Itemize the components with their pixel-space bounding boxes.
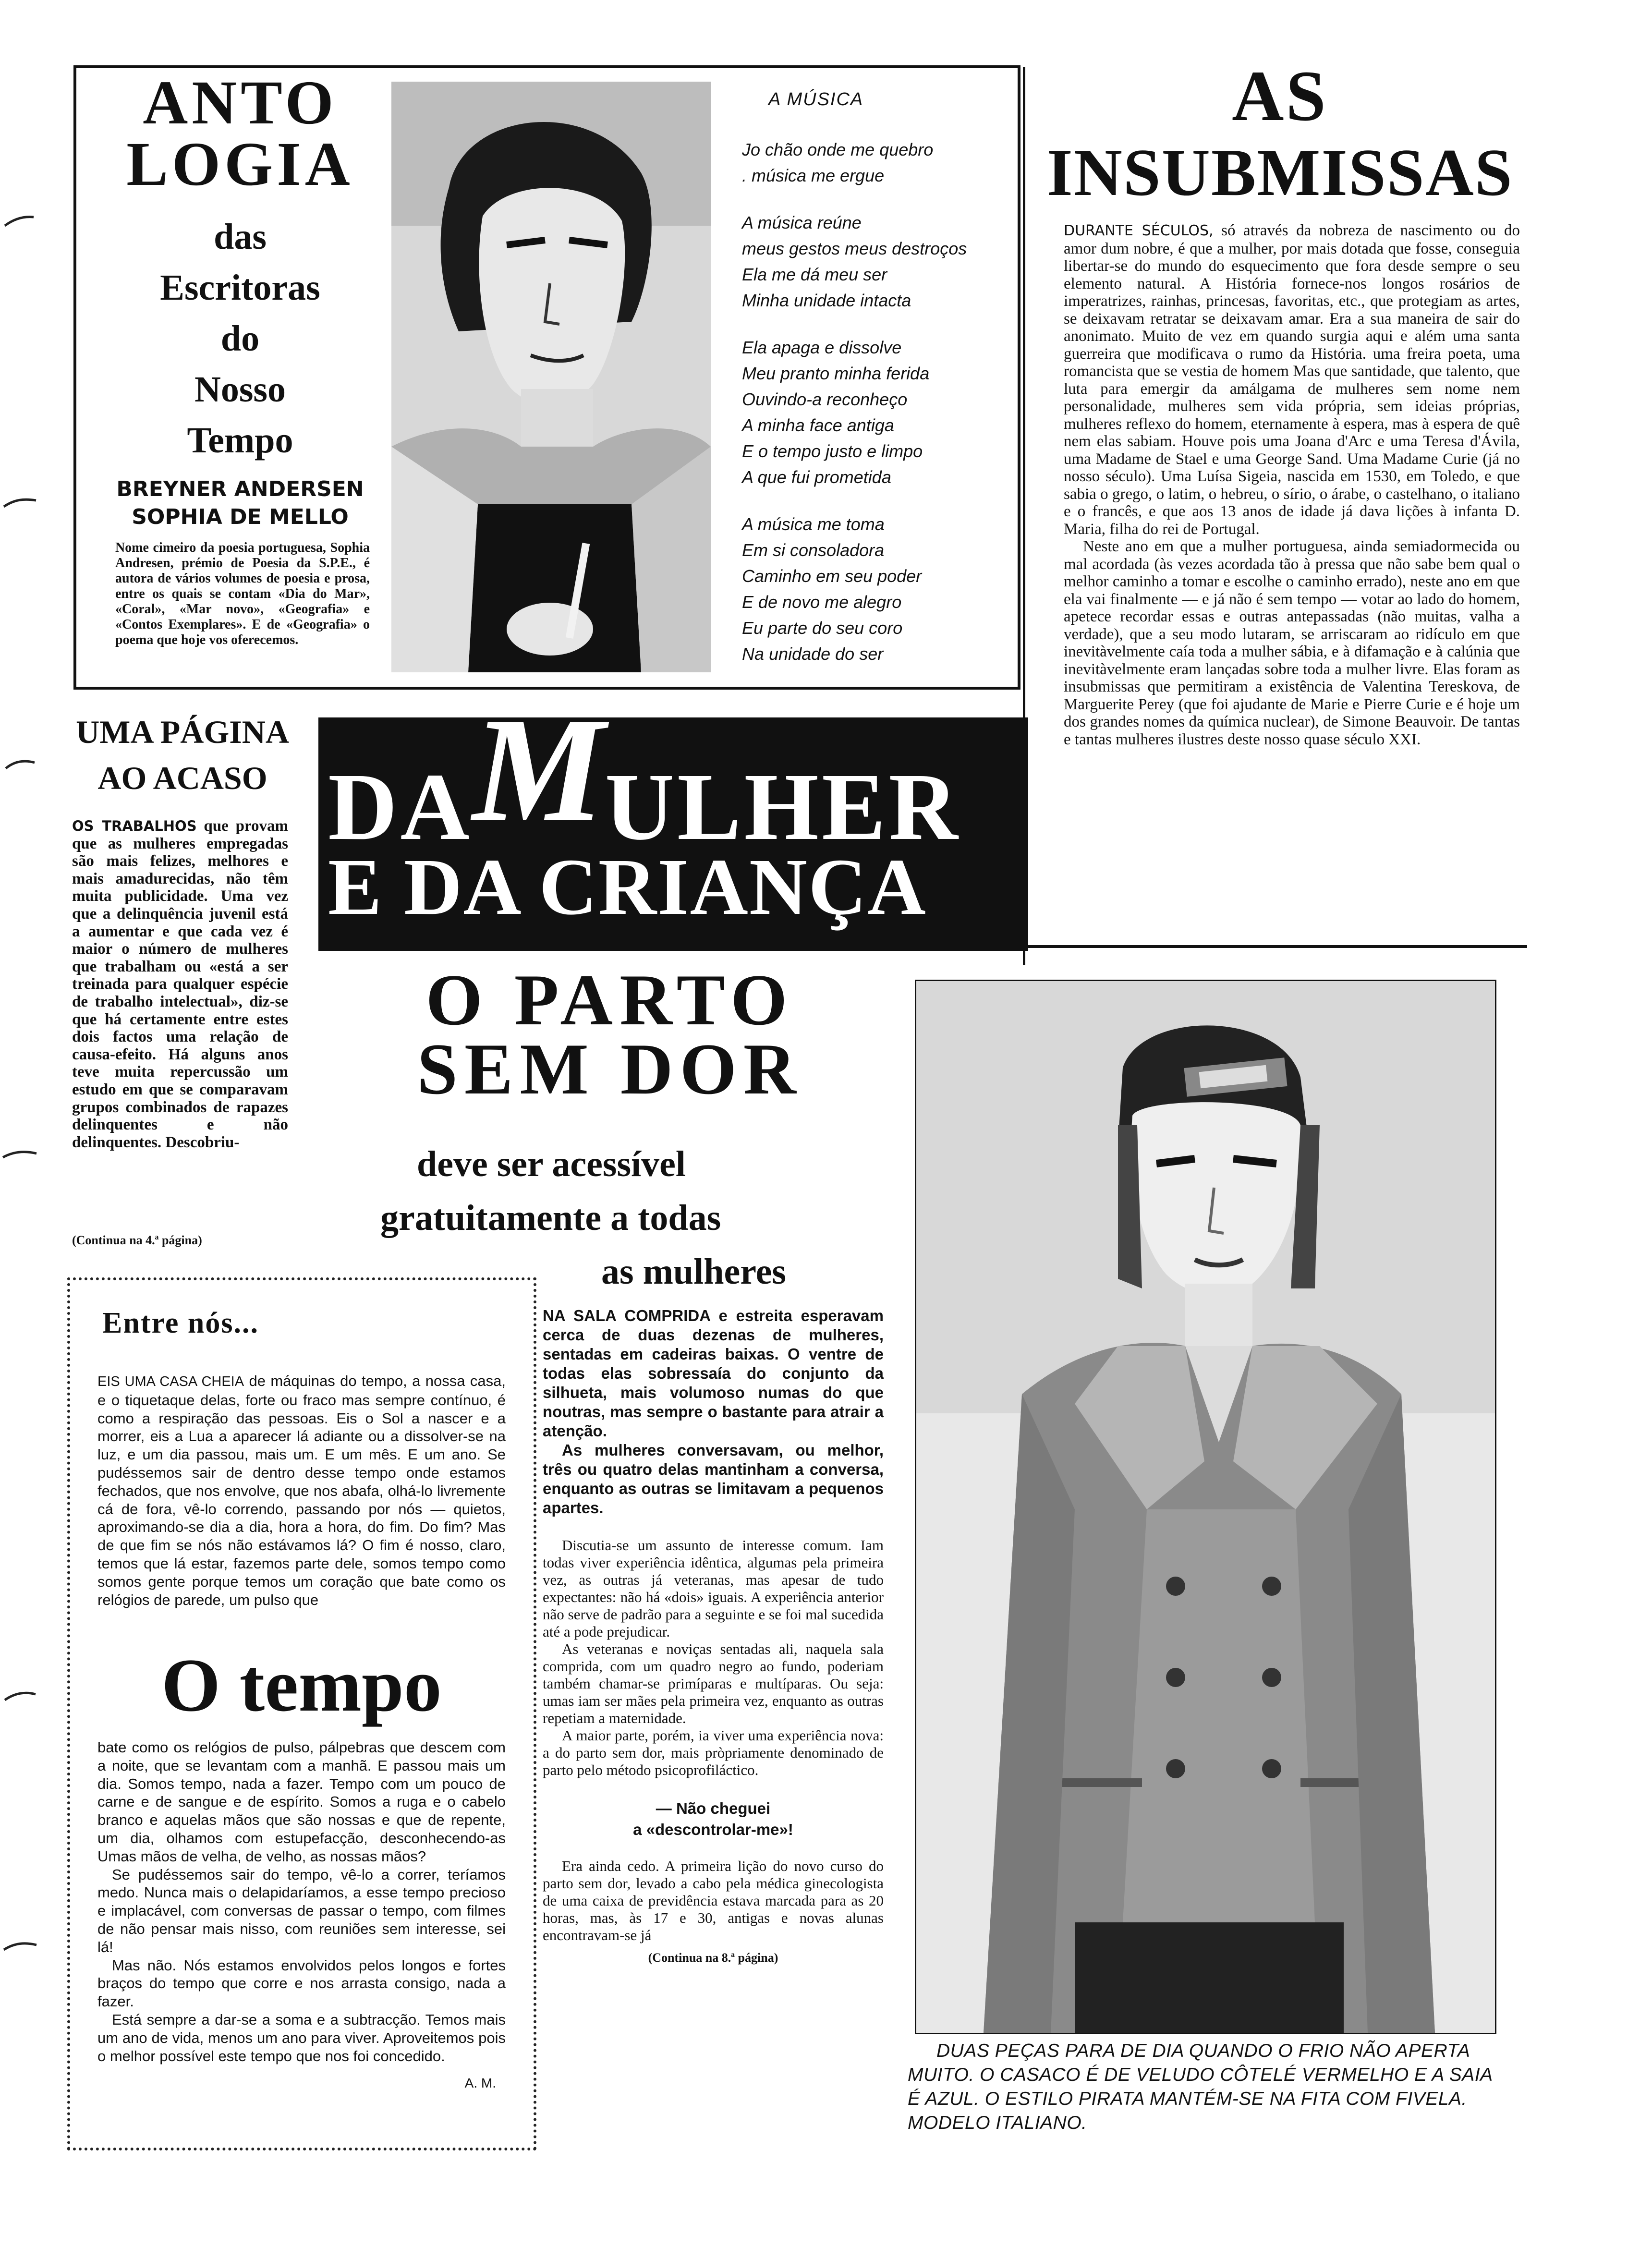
- parto-subtitle-line-1: deve ser acessível: [417, 1144, 686, 1184]
- parto-title-line-2: SEM DOR: [417, 1029, 803, 1109]
- poem-line: . música me ergue: [742, 166, 885, 185]
- poem-line: Eu parte do seu coro: [742, 618, 903, 638]
- acaso-lead: OS TRABALHOS: [72, 818, 197, 834]
- insubmissas-para-1-text: só através da nobreza de nascimento ou do amor dum nobre, é que a mulher, por mais dotada que fosse, conseguia libertar-se do mundo do esquecimento que fora desde sempre o seu elemento natural. A História fornece-nos longos rosários de imperatrizes, rainhas, princesas, favoritas, etc., que protegiam as artes, se deixavam retratar se deixavam amar. Era a sua maneira de sair do anonimato. Muito de vez em quando surgia aqui e além uma santa guerreira que modificava o rumo da História. uma freira poeta, uma romancista que se vestia de homem Mas que santidade, que talento, que luta para emergir da amálgama de mulheres sem nome nem personalidade, mulheres sem vida própria, sem ideias próprias, mulheres reflexo do homem, eternamente à espera, mas à espera de quê nem elas sabiam. Houve pois uma Joana d'Arc e uma Teresa d'Ávila, uma Madame de Stael e uma George Sand. Uma Madame Curie (já no nosso século). Uma Luísa Sigeia, nascida em 1530, em Toledo, e que sabia o grego, o latim, o hebreu, o sírio, o árabe, o castelhano, o italiano e o francês, e que aos 13 anos de idade já dava lições à infanta D. Maria, filha do rei de Portugal.: [1064, 222, 1520, 538]
- parto-subtitle-line-3: as mulheres: [601, 1251, 786, 1292]
- parto-lead-2: As mulheres conversavam, ou melhor, três ou quatro delas mantinham a conversa, enquanto as outras se limitavam a pequenos apartes.: [543, 1441, 884, 1517]
- poem-line: Caminho em seu poder: [742, 566, 922, 586]
- insubmissas-para-1: [1064, 222, 1520, 538]
- poem-line: E de novo me alegro: [742, 592, 902, 612]
- fashion-caption-line-1: DUAS PEÇAS PARA DE DIA QUANDO O FRIO NÃO APERTA: [936, 2040, 1470, 2061]
- fashion-caption: [908, 2039, 1503, 2135]
- entre-para-1: [97, 1372, 506, 1609]
- masthead-line-1: [328, 717, 1020, 860]
- antologia-author: [91, 475, 389, 531]
- poem-line: A minha face antiga: [742, 415, 894, 435]
- margin-mark: [4, 1943, 36, 1950]
- author-photo: [391, 82, 711, 672]
- parto-body: [543, 1306, 884, 1965]
- poem-title: A MÚSICA: [768, 89, 864, 109]
- masthead-da: DA: [328, 754, 473, 860]
- antologia-subtitle-line-4: Nosso: [194, 369, 286, 410]
- poem-stanza-2: [742, 210, 1011, 314]
- poem-stanza-1: [742, 137, 1011, 189]
- poem-line: Jo chão onde me quebro: [742, 140, 934, 159]
- fashion-caption-line-4: MODELO ITALIANO.: [908, 2113, 1087, 2133]
- entre-para-5: Está sempre a dar-se a soma e a subtracção. Temos mais um ano de vida, menos um ano para viver. Aproveitemos pois o melhor possível este tempo que nos foi concedido.: [97, 2011, 506, 2065]
- acaso-continue: (Continua na 4.ª página): [72, 1233, 202, 1247]
- antologia-subtitle-line-3: do: [220, 318, 260, 359]
- antologia-subtitle: [91, 211, 389, 466]
- entre-para-3: Se pudéssemos sair do tempo, vê-lo a correr, teríamos medo. Nunca mais o delapidaríamos, a esse tempo precioso e implacável, com conversas de passar o tempo, com filmes de não pensar mais nisso, com reuniões sem interesse, sei lá!: [97, 1866, 506, 1955]
- masthead-line-2: E DA CRIANÇA: [328, 842, 927, 932]
- poem-line: A música me toma: [742, 514, 885, 534]
- acaso-text: que provam que as mulheres empregadas são mais felizes, melhores e mais amadurecidas, não têm muita publicidade. Uma vez que a delinquência juvenil está a aumentar e que cada vez é maior o número de mulheres que trabalham ou «está a ser treinada para qualquer espécie de trabalho intelectual», diz-se que há certamente entre estes dois factos uma relação de causa-efeito. Há alguns anos teve muita repercussão um estudo em que se comparavam grupos combinados de rapazes delinquentes e não delinquentes. Descobriu-: [72, 817, 289, 1151]
- insubmissas-body: [1064, 222, 1520, 748]
- parto-title-line-1: O PARTO: [425, 959, 794, 1040]
- insubmissas-title-line-2: INSUBMISSAS: [1046, 135, 1513, 210]
- acaso-title-line-2: AO ACASO: [97, 760, 267, 796]
- poem-line: Meu pranto minha ferida: [742, 364, 930, 383]
- poem-line: Na unidade do ser: [742, 644, 884, 664]
- antologia-subtitle-line-1: das: [214, 217, 267, 257]
- parto-subhead-line-2: a «descontrolar-me»!: [633, 1821, 793, 1838]
- insubmissas-title: [1032, 58, 1527, 211]
- author-photo-illustration: [391, 82, 711, 672]
- acaso-body: [72, 817, 288, 1151]
- entre-para-1-text: de máquinas do tempo, a nossa casa, e o tiquetaque delas, forte ou fraco mas sempre contínuo, é como a respiração das pessoas. Eis o Sol a nascer e a morrer, eis a Lua a aparecer lá adiante ou a dissolver-se na luz, e um dia passou, mais um. E um mês. E um ano. Se pudéssemos sair de dentro desse tempo onde estamos fechados, que nos envolve, que nos abafa, olhá-lo livremente cá de fora, vê-lo correndo, passando por nós — quietos, aproximando-se dia a dia, hora a hora, do fim. Do fim? Mas de que fim se nós não estávamos lá? O fim é nosso, claro, temos que lá estar, fazemos parte dele, somos tempo como somos gente porque temos um coração que bate como os relógios de parede, um pulso que: [97, 1372, 506, 1608]
- insubmissas-lead: DURANTE SÉCULOS,: [1064, 222, 1214, 239]
- acaso-title: [72, 709, 293, 801]
- poem-line: Ouvindo-a reconheço: [742, 389, 908, 409]
- margin-mark: [4, 499, 36, 507]
- poem-line: Ela me dá meu ser: [742, 265, 887, 284]
- antologia-title: [91, 68, 389, 199]
- entre-big-title: O tempo: [161, 1643, 442, 1727]
- entre-body-2: [97, 1738, 506, 2091]
- poem-line: E o tempo justo e limpo: [742, 441, 923, 461]
- parto-subhead: [543, 1798, 884, 1840]
- poem-stanza-4: [742, 511, 1011, 667]
- entre-para-4: Mas não. Nós estamos envolvidos pelos longos e fortes braços do tempo que corre e nos arrasta consigo, nada a fazer.: [97, 1956, 506, 2010]
- parto-title: [346, 959, 874, 1109]
- parto-para-1: Discutia-se um assunto de interesse comum. Iam todas viver experiência idêntica, algumas pela primeira vez, as outras já veteranas, mas apesar de tudo expectantes: não há «dois» iguais. A experiência anterior não serve de padrão para a seguinte e se foi mal sucedida até a pode prejudicar.: [543, 1537, 884, 1640]
- entre-header: Entre nós...: [102, 1307, 259, 1339]
- poem-line: A música reúne: [742, 213, 862, 232]
- poem-line: A que fui prometida: [742, 467, 891, 487]
- antologia-author-line-2: SOPHIA DE MELLO: [132, 505, 349, 529]
- masthead: [318, 717, 1028, 951]
- insubmissas-para-2: Neste ano em que a mulher portuguesa, ainda semiadormecida ou mal acordada (às vezes acordada tão à pressa que não sabe bem qual o melhor caminho a tomar e escolhe o caminho errado), neste ano em que ela vai finalmente — e já não é sem tempo — votar ao lado do homem, apetece recordar essas e outras antepassadas (não muitas, valha a verdade), que a seu modo lutaram, se arriscaram ao ridículo em que inevitàvelmente caía toda a mulher sábia, e à difamação e à calúnia que inevitàvelmente eram lançadas sobre toda a mulher livre. Elas foram as insubmissas que permitiram a existência de Valentina Tereskova, de Marguerite Perey (que foi ajudante de Marie e Pierre Curie e é hoje um dos grandes nomes da química nuclear), de Simone Beauvoir. De tantas e tantas mulheres ilustres deste nosso quase século XXI.: [1064, 538, 1520, 748]
- parto-para-3: A maior parte, porém, ia viver uma experiência nova: a do parto sem dor, mais pròpriamente denominado de parto pelo método psicoprofiláctico.: [543, 1727, 884, 1778]
- entre-signature: A. M.: [464, 2076, 496, 2091]
- antologia-title-line-2: LOGIA: [126, 130, 354, 199]
- parto-subtitle: [365, 1137, 884, 1299]
- antologia-subtitle-line-5: Tempo: [187, 420, 293, 461]
- antologia-subtitle-line-2: Escritoras: [160, 267, 320, 308]
- parto-lead: NA SALA COMPRIDA e estreita esperavam cerca de duas dezenas de mulheres, sentadas em cadeiras baixas. O ventre de todas elas sobressaía do conjunto da silhueta, mais volumoso numas do que noutras, mas sempre o bastante para atrair a atenção.: [543, 1307, 884, 1440]
- margin-mark: [5, 1693, 36, 1700]
- parto-subtitle-line-2: gratuitamente a todas: [380, 1198, 721, 1238]
- fashion-caption-line-2: MUITO. O CASACO É DE VELUDO CÔTELÉ VERMELHO E A SAIA: [908, 2065, 1493, 2085]
- acaso-title-line-1: UMA PÁGINA: [76, 714, 289, 750]
- insubmissas-title-line-1: AS: [1232, 56, 1328, 136]
- poem-stanza-3: [742, 335, 1011, 490]
- margin-mark: [3, 1152, 36, 1157]
- entre-para-2: bate como os relógios de pulso, pálpebras que descem com a noite, que se levantam com a manhã. E passou mais um dia. Somos tempo, nada a fazer. Tempo com um pouco de carne e de sangue e de espírito. Somos a ruga e o cabelo branco e aquelas mãos que são nossas e que de repente, um dia, olhamos com estupefacção, desconhecendo-as Umas mãos de velha, de velho, as nossas mãos?: [97, 1739, 506, 1865]
- parto-para-4: Era ainda cedo. A primeira lição do novo curso do parto sem dor, levado a cabo pela médica ginecologista de uma caixa de previdência estava marcada para as 20 horas, mas, às 17 e 30, antigas e novas alunas encontravam-se já: [543, 1858, 884, 1943]
- poem-line: meus gestos meus destroços: [742, 239, 967, 258]
- antologia-title-line-1: ANTO: [143, 68, 338, 137]
- parto-subhead-line-1: — Não cheguei: [656, 1799, 771, 1817]
- fashion-photo: [915, 980, 1496, 2034]
- antologia-author-line-1: BREYNER ANDERSEN: [116, 477, 364, 501]
- masthead-ulher: ULHER: [605, 754, 961, 860]
- entre-lead: EIS UMA CASA CHEIA: [97, 1374, 244, 1389]
- poem-line: Minha unidade intacta: [742, 291, 911, 310]
- poem-line: Ela apaga e dissolve: [742, 338, 902, 357]
- masthead-m: M: [472, 717, 605, 852]
- margin-marks: [0, 0, 58, 2259]
- insubmissas-bottom-rule: [1023, 945, 1527, 948]
- antologia-bio: Nome cimeiro da poesia portuguesa, Sophia Andresen, prémio de Poesia da S.P.E., é autora de vários volumes de poesia e prosa, entre os quais se contam «Dia do Mar», «Coral», «Mar novo», «Geografia» e «Contos Exemplares». E de «Geografia» o poema que hoje vos oferecemos.: [115, 540, 370, 647]
- margin-mark: [6, 761, 35, 768]
- fashion-photo-illustration: [916, 981, 1495, 2033]
- fashion-caption-line-3: É AZUL. O ESTILO PIRATA MANTÉM-SE NA FITA COM FIVELA.: [908, 2089, 1467, 2109]
- margin-mark: [5, 217, 34, 226]
- poem-line: Em si consoladora: [742, 540, 885, 560]
- parto-para-2: As veteranas e noviças sentadas ali, naquela sala comprida, com um quadro negro ao fundo, poderiam também chamar-se primíparas e multíparas. Ou seja: umas iam ser mães pela primeira vez, enquanto as outras repetiam a maternidade.: [543, 1640, 884, 1726]
- poem: [742, 137, 1011, 667]
- parto-continue: (Continua na 8.ª página): [648, 1951, 778, 1965]
